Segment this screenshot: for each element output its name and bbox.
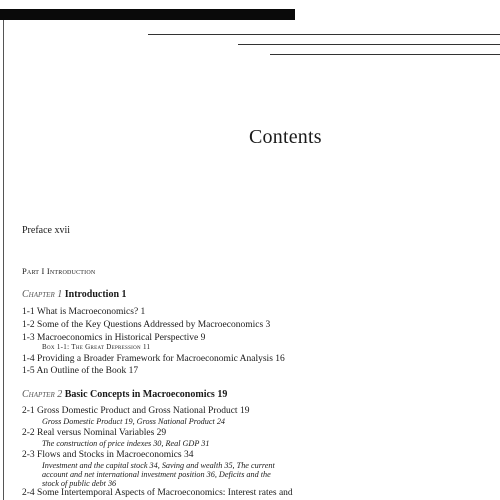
header-rule — [148, 34, 500, 35]
chapter-2-heading[interactable] — [22, 389, 227, 400]
header-black-bar — [0, 9, 295, 20]
toc-entry[interactable]: 2-3 Flows and Stocks in Macroeconomics 34 — [22, 450, 194, 460]
part-heading: Part I Introduction — [22, 266, 96, 276]
toc-entry[interactable]: 1-1 What is Macroeconomics? 1 — [22, 307, 146, 317]
chapter-page: 19 — [217, 389, 228, 400]
toc-entry[interactable]: 2-4 Some Intertemporal Aspects of Macroeconomics: Interest rates and — [22, 488, 293, 498]
header-rule — [270, 54, 500, 55]
toc-subentry: stock of public debt 36 — [42, 479, 117, 488]
toc-entry[interactable]: 1-3 Macroeconomics in Historical Perspective 9 — [22, 333, 206, 343]
toc-subentry: Gross Domestic Product 19, Gross National Product 24 — [42, 417, 226, 426]
toc-subentry: Investment and the capital stock 34, Saving and wealth 35, The current — [42, 461, 275, 470]
toc-subentry: The construction of price indexes 30, Real GDP 31 — [42, 439, 210, 448]
chapter-label: Chapter 1 — [22, 289, 63, 300]
chapter-title: Basic Concepts in Macroeconomics — [64, 389, 215, 400]
chapter-label: Chapter 2 — [22, 389, 63, 400]
page-edge — [3, 20, 4, 500]
chapter-page: 1 — [121, 289, 127, 300]
preface-entry[interactable]: Preface xvii — [22, 225, 71, 236]
toc-entry[interactable]: 2-1 Gross Domestic Product and Gross National Product 19 — [22, 406, 250, 416]
toc-entry[interactable]: 1-2 Some of the Key Questions Addressed by Macroeconomics 3 — [22, 320, 271, 330]
chapter-1-heading[interactable] — [22, 289, 127, 300]
page-title: Contents — [249, 126, 322, 148]
toc-box-entry[interactable]: Box 1-1: The Great Depression 11 — [42, 343, 151, 351]
toc-entry[interactable]: 2-2 Real versus Nominal Variables 29 — [22, 428, 167, 438]
toc-entry[interactable]: 1-5 An Outline of the Book 17 — [22, 366, 139, 376]
toc-entry[interactable]: 1-4 Providing a Broader Framework for Macroeconomic Analysis 16 — [22, 354, 285, 364]
header-rule — [238, 44, 500, 45]
chapter-title: Introduction — [64, 289, 120, 300]
toc-subentry: account and net international investment position 36, Deficits and the — [42, 470, 271, 479]
